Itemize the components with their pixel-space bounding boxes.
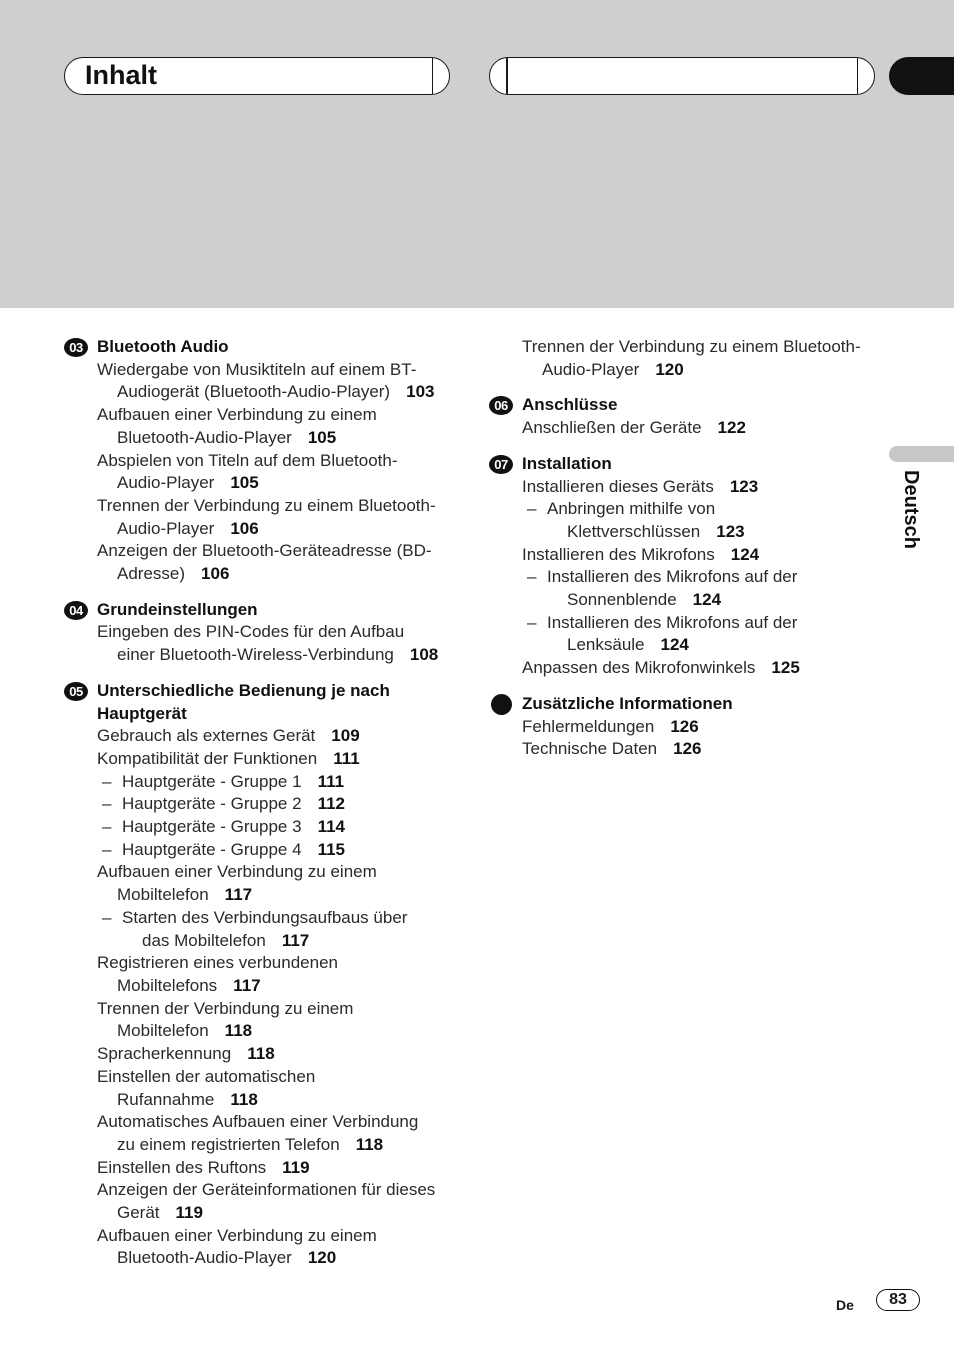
entry-text: Eingeben des PIN-Codes für den Aufbau	[97, 622, 405, 642]
toc-entry[interactable]	[522, 544, 889, 567]
section-number-badge: 05	[64, 682, 88, 701]
footer-language: De	[836, 1297, 854, 1313]
entry-text: Audio-Player	[117, 473, 215, 493]
entry-text: Klettverschlüssen	[567, 521, 701, 541]
toc-entry[interactable]	[97, 725, 464, 748]
entry-text: Audio-Player	[542, 359, 640, 379]
toc-entry[interactable]	[522, 738, 889, 761]
page-ref: 118	[247, 1044, 275, 1064]
toc-entry[interactable]	[97, 1157, 464, 1180]
entry-text: Sonnenblende	[567, 590, 677, 610]
toc-subentry[interactable]	[97, 816, 464, 839]
section-number-badge: 04	[64, 601, 88, 620]
page-ref: 119	[175, 1203, 203, 1223]
toc-entry[interactable]	[97, 1111, 464, 1156]
entry-text: Adresse)	[117, 564, 186, 584]
toc-entry[interactable]	[97, 621, 464, 666]
entry-text: Installieren des Mikrofons	[522, 544, 715, 564]
title-pill	[64, 57, 450, 95]
section-title: Installation	[522, 453, 612, 473]
toc-entry[interactable]	[97, 861, 464, 906]
page-ref: 103	[406, 382, 435, 402]
page-ref: 120	[655, 359, 684, 379]
entry-text: Installieren des Mikrofons auf der	[547, 612, 798, 632]
toc-section	[489, 394, 889, 439]
entry-text: Mobiltelefon	[117, 1021, 209, 1041]
toc-section	[64, 336, 464, 586]
toc-subentry[interactable]	[522, 612, 889, 657]
toc-entry[interactable]	[522, 417, 889, 440]
entry-text: Trennen der Verbindung zu einem Bluetooth-	[522, 337, 861, 356]
entry-text: Rufannahme	[117, 1089, 215, 1109]
entry-text: Mobiltelefons	[117, 975, 218, 995]
page-ref: 118	[230, 1089, 258, 1109]
entry-text: Starten des Verbindungsaufbaus über	[122, 907, 408, 927]
toc-subentry[interactable]	[522, 566, 889, 611]
toc-right-column	[489, 336, 889, 761]
page-ref: 108	[409, 645, 439, 665]
toc-entry[interactable]	[97, 952, 464, 997]
toc-entry[interactable]	[97, 1225, 464, 1270]
toc-subentry[interactable]	[97, 839, 464, 862]
entry-text: Kompatibilität der Funktionen	[97, 748, 318, 768]
blank-pill	[489, 57, 875, 95]
page-ref: 115	[317, 839, 345, 859]
entry-text: Registrieren eines verbundenen	[97, 953, 338, 973]
section-number-badge: 06	[489, 396, 513, 415]
entry-text: Lenksäule	[567, 635, 645, 655]
page-number: 83	[876, 1289, 920, 1311]
header-band	[0, 0, 954, 308]
entry-text: Anbringen mithilfe von	[547, 499, 716, 519]
entry-text: Audiogerät (Bluetooth-Audio-Player)	[117, 382, 391, 402]
page-ref: 117	[281, 930, 310, 950]
toc-subentry[interactable]	[522, 498, 889, 543]
page-ref: 124	[692, 590, 722, 610]
page-ref: 105	[230, 473, 259, 493]
toc-entry[interactable]	[97, 540, 464, 585]
section-number-badge: 07	[489, 455, 513, 474]
section-title: Bluetooth Audio	[97, 337, 229, 356]
page-ref: 117	[233, 975, 261, 995]
entry-text: Trennen der Verbindung zu einem Bluetooth-	[97, 495, 436, 515]
entry-text: Bluetooth-Audio-Player	[117, 1248, 292, 1268]
page-ref: 124	[730, 544, 760, 564]
entry-text: Spracherkennung	[97, 1044, 232, 1064]
language-label-text: Deutsch	[900, 470, 922, 549]
entry-text: Einstellen des Ruftons	[97, 1157, 267, 1177]
section-dot-icon	[491, 694, 512, 715]
toc-entry[interactable]	[97, 404, 464, 449]
entry-text: Hauptgeräte - Gruppe 1	[122, 771, 302, 791]
toc-entry[interactable]	[97, 1179, 464, 1224]
page-ref: 118	[355, 1134, 384, 1154]
toc-entry[interactable]	[97, 1043, 464, 1066]
entry-text: Aufbauen einer Verbindung zu einem	[97, 862, 377, 882]
entry-text: Anzeigen der Bluetooth-Geräteadresse (BD-	[97, 541, 432, 561]
page-title: Inhalt	[85, 60, 157, 90]
entry-text: Hauptgeräte - Gruppe 3	[122, 817, 302, 837]
toc-section	[64, 680, 464, 1270]
entry-text: Bluetooth-Audio-Player	[117, 427, 292, 447]
entry-text: Aufbauen einer Verbindung zu einem	[97, 405, 377, 425]
entry-text: Installieren dieses Geräts	[522, 476, 714, 496]
page-ref: 123	[729, 476, 759, 496]
page-ref: 118	[224, 1021, 253, 1041]
entry-text: Anzeigen der Geräteinformationen für dieses	[97, 1180, 436, 1200]
entry-text: einer Bluetooth-Wireless-Verbindung	[117, 645, 394, 665]
toc-section	[64, 599, 464, 667]
toc-entry[interactable]	[522, 716, 889, 739]
section-title: Grundeinstellungen	[97, 599, 258, 619]
toc-entry[interactable]	[522, 476, 889, 499]
section-title: Unterschiedliche Bedienung je nach	[97, 680, 390, 700]
entry-text: das Mobiltelefon	[142, 930, 266, 950]
toc-entry[interactable]	[522, 657, 889, 680]
entry-text: Automatisches Aufbauen einer Verbindung	[97, 1112, 419, 1132]
toc-section	[489, 336, 889, 381]
toc-entry[interactable]	[97, 748, 464, 771]
page-ref: 123	[716, 521, 745, 541]
entry-text: Hauptgeräte - Gruppe 4	[122, 839, 302, 859]
entry-text: zu einem registrierten Telefon	[117, 1134, 340, 1154]
language-tab	[889, 446, 954, 462]
page-ref: 119	[282, 1157, 310, 1177]
entry-text: Anschließen der Geräte	[522, 418, 702, 438]
page-ref: 109	[331, 726, 360, 746]
page-ref: 122	[717, 418, 746, 438]
entry-text: Wiedergabe von Musiktiteln auf einem BT-	[97, 359, 417, 379]
entry-text: Fehlermeldungen	[522, 716, 655, 736]
entry-text: Mobiltelefon	[117, 885, 209, 905]
page-ref: 105	[307, 427, 337, 447]
entry-text: Einstellen der automatischen	[97, 1066, 316, 1086]
toc-section	[489, 693, 889, 761]
page-ref: 106	[201, 564, 230, 584]
toc-entry[interactable]	[522, 336, 889, 381]
entry-text: Gebrauch als externes Gerät	[97, 726, 316, 746]
page-ref: 106	[230, 518, 259, 538]
entry-text: Technische Daten	[522, 739, 658, 759]
entry-text: Trennen der Verbindung zu einem	[97, 998, 354, 1018]
toc-entry[interactable]	[97, 450, 464, 495]
entry-text: Gerät	[117, 1203, 160, 1223]
section-title: Zusätzliche Informationen	[522, 693, 733, 713]
entry-text: Aufbauen einer Verbindung zu einem	[97, 1225, 377, 1245]
toc-entry[interactable]	[97, 1066, 464, 1111]
toc-entry[interactable]	[97, 998, 464, 1043]
page-ref: 126	[670, 716, 699, 736]
toc-subentry[interactable]	[97, 793, 464, 816]
toc-section	[489, 453, 889, 680]
black-tab	[889, 57, 954, 95]
toc-subentry[interactable]	[97, 771, 464, 794]
toc-left-column	[64, 336, 464, 1270]
page-ref: 114	[317, 817, 345, 837]
section-title: Hauptgerät	[97, 703, 187, 723]
entry-text: Installieren des Mikrofons auf der	[547, 567, 798, 587]
toc-entry[interactable]	[97, 359, 464, 404]
entry-text: Anpassen des Mikrofonwinkels	[522, 658, 756, 678]
entry-text: Abspielen von Titeln auf dem Bluetooth-	[97, 450, 398, 470]
language-side-label	[896, 470, 926, 570]
section-title: Anschlüsse	[522, 395, 618, 415]
toc-entry[interactable]	[97, 495, 464, 540]
page-ref: 120	[307, 1248, 337, 1268]
page-ref: 126	[673, 739, 702, 759]
page-ref: 111	[317, 771, 345, 791]
toc-subentry[interactable]	[97, 907, 464, 952]
page-ref: 111	[333, 748, 360, 768]
page-ref: 125	[771, 658, 800, 678]
page-ref: 112	[317, 794, 345, 814]
section-number-badge: 03	[64, 338, 88, 357]
page-ref: 124	[660, 635, 689, 655]
entry-text: Audio-Player	[117, 518, 215, 538]
entry-text: Hauptgeräte - Gruppe 2	[122, 794, 302, 814]
page-ref: 117	[224, 885, 253, 905]
